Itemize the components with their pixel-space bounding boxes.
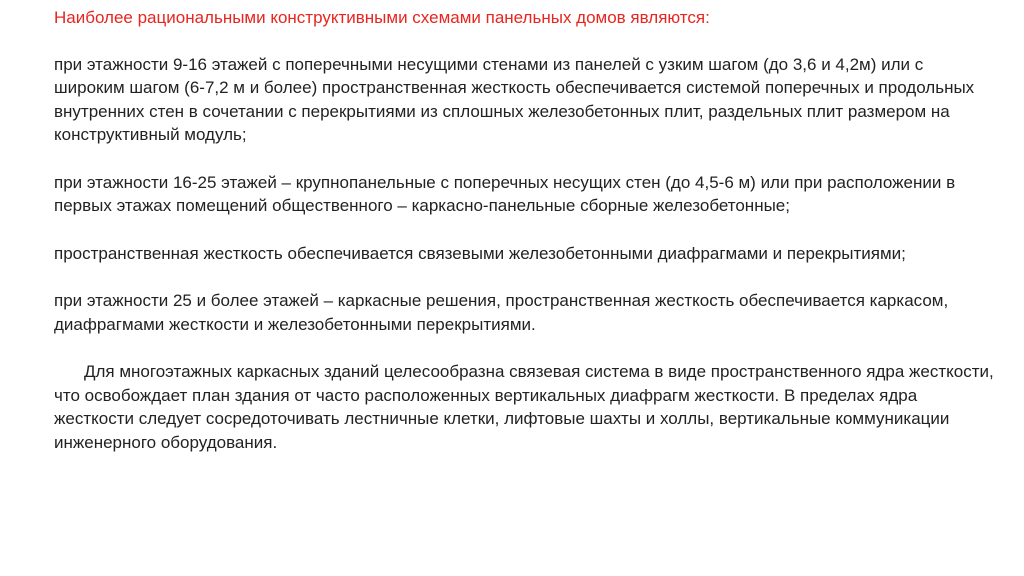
- paragraph-rigidity-core: Для многоэтажных каркасных зданий целесообразна связевая система в виде пространственного ядра жесткости, что освобождает план здания от часто расположенных вертикальных диафрагм жесткости. В пределах ядра жесткости следует сосредоточивать лестничные клетки, лифтовые шахты и холлы, вертикальные коммуникации инженерного оборудования.: [54, 362, 994, 452]
- paragraph-16-25-floors: при этажности 16-25 этажей – крупнопанельные с поперечных несущих стен (до 4,5-6 м) или при расположении в первых этажах помещений общественного – каркасно-панельные сборные железобетонные;: [54, 172, 956, 215]
- slide-heading: Наиболее рациональными конструктивными схемами панельных домов являются:: [54, 8, 710, 27]
- paragraph-25-plus-floors: при этажности 25 и более этажей – каркасные решения, пространственная жесткость обеспечивается каркасом, диафрагмами жесткости и железобетонными перекрытиями.: [54, 291, 949, 334]
- paragraph-spatial-rigidity: пространственная жесткость обеспечивается связевыми железобетонными диафрагмами и перекрытиями;: [54, 243, 906, 263]
- paragraph-9-16-floors: при этажности 9-16 этажей с поперечными несущими стенами из панелей с узким шагом (до 3,6 и 4,2м) или с широким шагом (6-7,2 м и более) пространственная жесткость обеспечивается системой поперечных и продольных внутренних стен в сочетании с перекрытиями из сплошных железобетонных плит, раздельных плит размером на конструктивный модуль;: [54, 54, 975, 144]
